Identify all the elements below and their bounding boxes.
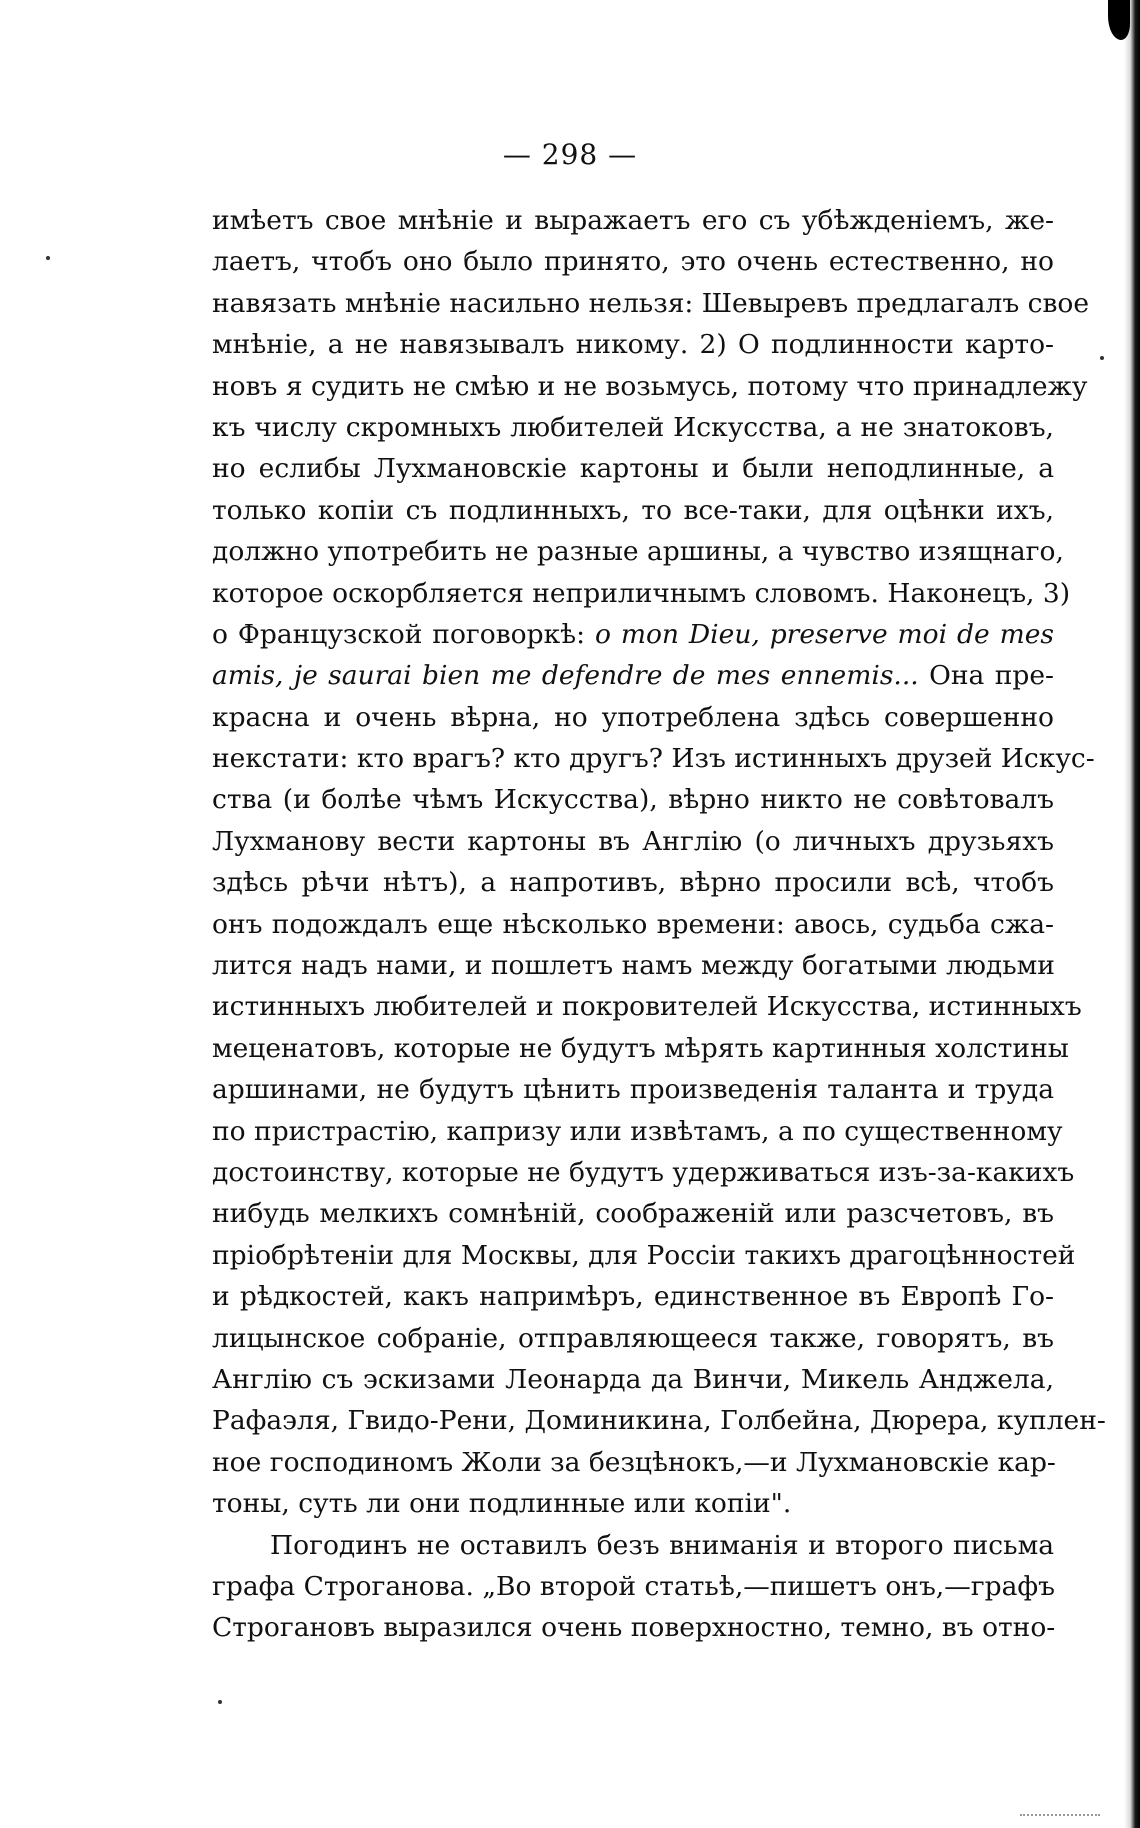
text-line	[212, 1193, 1054, 1234]
line-text: навязать мнѣніе насильно нельзя: Шевыревъ предлагалъ свое	[212, 287, 1089, 319]
text-line	[212, 200, 1054, 241]
text-line	[212, 490, 1054, 531]
line-text: ное господиномъ Жоли за безцѣнокъ,—и Лухмановскіе кар-	[212, 1446, 1056, 1478]
line-text: но еслибы Лухмановскіе картоны и были неподлинные, а	[212, 453, 1054, 485]
line-text: ства (и болѣе чѣмъ Искусства), вѣрно никто не совѣтовалъ	[212, 784, 1054, 816]
text-line	[212, 1152, 1075, 1193]
text-line	[212, 1111, 1063, 1152]
line-text: Строгановъ выразился очень поверхностно, темно, въ отно-	[212, 1612, 1056, 1644]
text-line	[212, 1400, 1106, 1441]
text-line	[212, 1525, 1054, 1566]
italic-phrase: amis, je saurai bien me defendre de mes ennemis...	[212, 660, 919, 692]
line-text: некстати: кто врагъ? кто другъ? Изъ истинныхъ друзей Искус-	[212, 743, 1095, 775]
line-text: здѣсь рѣчи нѣтъ), а напротивъ, вѣрно просили всѣ, чтобъ	[212, 867, 1054, 899]
text-line	[212, 573, 1071, 614]
text-line	[212, 1607, 1054, 1648]
line-text: Англію съ эскизами Леонарда да Винчи, Микель Анджела,	[212, 1363, 1054, 1395]
text-line	[212, 862, 1054, 903]
line-text: которое оскорбляется неприличнымъ словомъ. Наконецъ, 3)	[212, 577, 1071, 609]
line-text: Она пре-	[918, 660, 1055, 692]
line-text: о Французской поговоркѣ:	[212, 618, 595, 650]
text-line	[212, 241, 1054, 282]
line-text: мнѣніе, а не навязывалъ никому. 2) О подлинности карто-	[212, 329, 1054, 361]
scan-artifact	[1020, 1814, 1100, 1816]
line-text: красна и очень вѣрна, но употреблена здѣсь совершенно	[212, 701, 1054, 733]
text-line	[212, 1028, 1069, 1069]
line-text: меценатовъ, которые не будутъ мѣрять картинныя холстины	[212, 1032, 1069, 1064]
text-line	[212, 655, 1054, 696]
text-line	[212, 448, 1054, 489]
text-line	[212, 1235, 1076, 1276]
line-text: лаетъ, чтобъ оно было принято, это очень естественно, но	[212, 246, 1054, 278]
text-line	[212, 407, 1054, 448]
text-line	[212, 738, 1095, 779]
line-text: и рѣдкостей, какъ напримѣръ, единственное въ Европѣ Го-	[212, 1281, 1054, 1313]
line-text: Лухманову вести картоны въ Англію (о личныхъ друзьяхъ	[212, 825, 1054, 857]
text-line	[212, 1566, 1054, 1607]
line-text: Погодинъ не оставилъ безъ вниманія и второго письма	[270, 1529, 1054, 1561]
line-text: Рафаэля, Гвидо-Рени, Доминикина, Голбейна, Дюрера, куплен-	[212, 1405, 1106, 1437]
text-line	[212, 1069, 1054, 1110]
body-text	[212, 200, 1106, 1649]
text-line	[212, 945, 1054, 986]
line-text: нибудь мелкихъ сомнѣній, соображеній или разсчетовъ, въ	[212, 1198, 1054, 1230]
line-text: аршинами, не будутъ цѣнить произведенія таланта и труда	[212, 1074, 1054, 1106]
page-number: — 298 —	[502, 138, 638, 171]
text-line	[212, 1483, 1054, 1524]
text-line	[212, 1442, 1054, 1483]
ink-speck	[46, 256, 50, 260]
line-text: по пристрастію, капризу или извѣтамъ, а по существенному	[212, 1115, 1063, 1147]
line-text: только копіи съ подлинныхъ, то все-таки, для оцѣнки ихъ,	[212, 494, 1054, 526]
line-text: лицынское собраніе, отправляющееся также, говорятъ, въ	[212, 1322, 1054, 1354]
italic-phrase: o mon Dieu, preserve moi de mes	[594, 618, 1054, 650]
line-text: достоинству, которые не будутъ удерживаться изъ-за-какихъ	[212, 1156, 1075, 1188]
ink-speck	[218, 1700, 222, 1704]
ink-blot	[1108, 0, 1130, 40]
line-text: новъ я судить не смѣю и не возьмусь, потому что принадлежу	[212, 370, 1088, 402]
line-text: тоны, суть ли они подлинные или копіи".	[212, 1488, 792, 1520]
text-line	[212, 779, 1054, 820]
line-text: должно употребить не разные аршины, а чувство изящнаго,	[212, 536, 1064, 568]
text-line	[212, 697, 1054, 738]
text-line	[212, 1276, 1054, 1317]
line-text: истинныхъ любителей и покровителей Искусства, истинныхъ	[212, 991, 1082, 1023]
line-text: лится надъ нами, и пошлетъ намъ между богатыми людьми	[212, 950, 1055, 982]
page-edge-shadow	[1124, 0, 1140, 1828]
text-line	[212, 821, 1054, 862]
text-line	[212, 531, 1064, 572]
text-line	[212, 324, 1054, 365]
line-text: графа Строганова. „Во второй статьѣ,—пишетъ онъ,—графъ	[212, 1570, 1055, 1602]
line-text: къ числу скромныхъ любителей Искусства, а не знатоковъ,	[212, 411, 1054, 443]
line-text: онъ подождалъ еще нѣсколько времени: авось, судьба сжа-	[212, 908, 1054, 940]
text-line	[212, 283, 1089, 324]
text-line	[212, 986, 1082, 1027]
text-line	[212, 1359, 1054, 1400]
text-line	[212, 614, 1054, 655]
ink-speck	[1100, 356, 1104, 360]
line-text: пріобрѣтеніи для Москвы, для Россіи такихъ драгоцѣнностей	[212, 1239, 1076, 1271]
text-line	[212, 1318, 1054, 1359]
line-text: имѣетъ свое мнѣніе и выражаетъ его съ убѣжденіемъ, же-	[212, 205, 1054, 236]
text-line	[212, 904, 1054, 945]
text-line	[212, 366, 1088, 407]
